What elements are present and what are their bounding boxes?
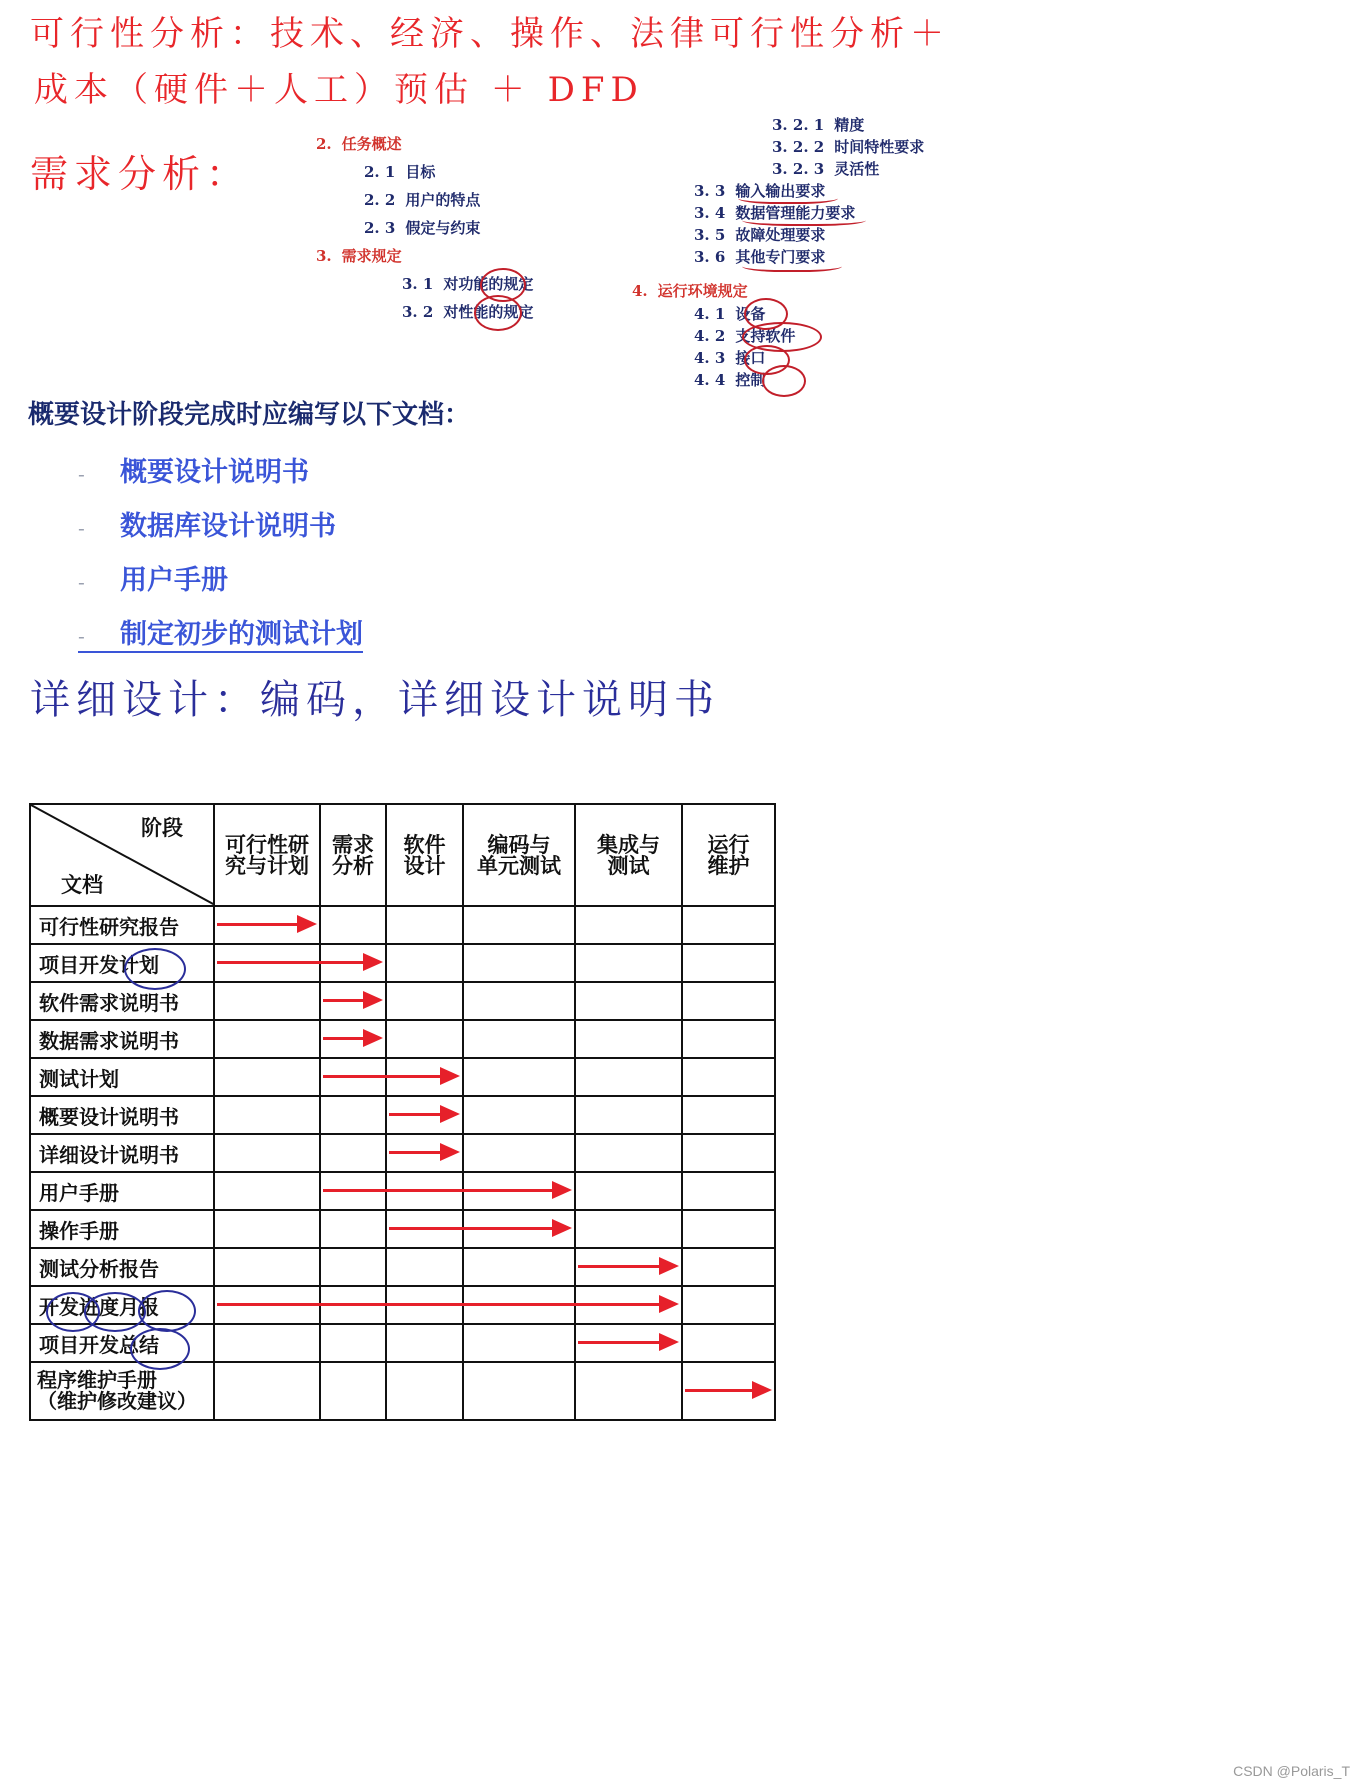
phase-cell [682, 1210, 775, 1248]
phase-cell [463, 944, 575, 982]
annotation-circle-blue [124, 948, 186, 990]
phase-cell [463, 1248, 575, 1286]
outline-item [694, 224, 825, 245]
phase-arrow [389, 1151, 448, 1154]
outline-item-label: 对性能的规定 [443, 303, 534, 321]
row-label: 用户手册 [30, 1172, 214, 1210]
phase-header: 软件 设计 [386, 804, 463, 906]
outline-item-label: 灵活性 [834, 160, 880, 178]
phase-cell [682, 1134, 775, 1172]
phase-cell [386, 906, 463, 944]
outline-item [316, 133, 402, 154]
phase-cell [320, 1210, 386, 1248]
phase-cell [575, 982, 682, 1020]
phase-cell [320, 1096, 386, 1134]
phase-cell [386, 1362, 463, 1420]
outline-item-number: 2. 1 [364, 163, 396, 181]
phase-cell [575, 1362, 682, 1420]
phase-cell [682, 1324, 775, 1362]
outline-item-number: 3. 4 [694, 204, 726, 222]
outline-item [772, 114, 864, 135]
phase-cell [214, 1248, 320, 1286]
phase-cell [463, 1324, 575, 1362]
outline-item-label: 输入输出要求 [735, 182, 826, 200]
outline-item-label: 需求规定 [341, 247, 402, 265]
outline-item-label: 设备 [735, 305, 766, 323]
phase-arrow [685, 1389, 760, 1392]
phase-arrow [323, 1075, 448, 1078]
annotation-circle-blue [138, 1290, 196, 1332]
phase-cell [214, 1134, 320, 1172]
phase-cell [463, 1020, 575, 1058]
table-row [30, 1362, 775, 1420]
table-row [30, 906, 775, 944]
document-phase-table [29, 803, 776, 1421]
outline-item-label: 对功能的规定 [443, 275, 534, 293]
phase-arrow [578, 1341, 667, 1344]
phase-arrow [389, 1113, 448, 1116]
outline-item-number: 4. 1 [694, 305, 726, 323]
phase-cell [682, 1020, 775, 1058]
outline-item-label: 数据管理能力要求 [735, 204, 856, 222]
phase-cell [575, 906, 682, 944]
row-label: 项目开发计划 [30, 944, 214, 982]
outline-item-number: 4. 3 [694, 349, 726, 367]
phase-header: 可行性研 究与计划 [214, 804, 320, 906]
outline-item-number: 3. 2 [402, 303, 434, 321]
handwritten-note-cost: 成本（硬件＋人工）预估 ＋ DFD [34, 70, 644, 110]
outline-item-label: 运行环境规定 [657, 282, 748, 300]
annotation-circle [474, 295, 522, 331]
phase-arrow [217, 961, 371, 964]
handwritten-note-feasibility: 可行性分析：技术、经济、操作、法律可行性分析＋ [30, 14, 950, 54]
outline-item [772, 158, 879, 179]
outline-design-title: 概要设计阶段完成时应编写以下文档： [28, 400, 471, 430]
corner-stage-label: 阶段 [141, 815, 183, 840]
outline-item-number: 2. [316, 135, 332, 153]
phase-header: 编码与 单元测试 [463, 804, 575, 906]
phase-cell [386, 1324, 463, 1362]
phase-cell [575, 1172, 682, 1210]
outline-item-number: 3. 6 [694, 248, 726, 266]
outline-item-label: 用户的特点 [405, 191, 481, 209]
outline-item-number: 4. 4 [694, 371, 726, 389]
table-corner-header [30, 804, 214, 906]
row-label: 软件需求说明书 [30, 982, 214, 1020]
phase-cell [682, 1286, 775, 1324]
outline-item [364, 217, 480, 238]
phase-cell [682, 982, 775, 1020]
phase-cell [575, 1058, 682, 1096]
outline-item-number: 3. [316, 247, 332, 265]
handwritten-note-requirements: 需求分析： [30, 152, 251, 196]
phase-cell [463, 982, 575, 1020]
outline-item-label: 精度 [834, 116, 865, 134]
outline-item-label: 任务概述 [341, 135, 402, 153]
annotation-underline [742, 258, 842, 272]
outline-item-label: 支持软件 [735, 327, 796, 345]
phase-cell [214, 1210, 320, 1248]
outline-item-number: 2. 2 [364, 191, 396, 209]
handwritten-note-detailed-design: 详细设计：编码，详细设计说明书 [30, 677, 720, 723]
doc-item: - 用户手册 [78, 565, 228, 596]
outline-item-label: 接口 [735, 349, 766, 367]
row-label: 程序维护手册 （维护修改建议） [30, 1362, 214, 1420]
phase-cell [575, 1134, 682, 1172]
corner-doc-label: 文档 [61, 872, 103, 897]
phase-cell [320, 1134, 386, 1172]
annotation-underline [738, 190, 838, 204]
phase-cell [214, 1096, 320, 1134]
phase-cell [463, 1096, 575, 1134]
outline-item-number: 4. 2 [694, 327, 726, 345]
outline-item-label: 故障处理要求 [735, 226, 826, 244]
outline-item [632, 280, 748, 301]
annotation-underline [742, 212, 866, 226]
phase-cell [320, 1248, 386, 1286]
phase-arrow [323, 1189, 560, 1192]
outline-item-number: 3. 2. 3 [772, 160, 825, 178]
row-label: 项目开发总结 [30, 1324, 214, 1362]
phase-cell [320, 1324, 386, 1362]
phase-header: 需求 分析 [320, 804, 386, 906]
row-label: 测试计划 [30, 1058, 214, 1096]
outline-item-number: 3. 5 [694, 226, 726, 244]
phase-cell [386, 1248, 463, 1286]
phase-cell [682, 944, 775, 982]
phase-cell [386, 1020, 463, 1058]
phase-cell [386, 944, 463, 982]
phase-cell [575, 1210, 682, 1248]
phase-cell [386, 982, 463, 1020]
outline-item-number: 2. 3 [364, 219, 396, 237]
outline-item-label: 假定与约束 [405, 219, 481, 237]
phase-arrow [217, 1303, 667, 1306]
outline-item [364, 189, 480, 210]
outline-item-number: 3. 1 [402, 275, 434, 293]
corner-diagonal [31, 805, 213, 905]
phase-cell [214, 982, 320, 1020]
watermark-credit: CSDN @Polaris_T [1233, 1763, 1350, 1779]
phase-header: 运行 维护 [682, 804, 775, 906]
phase-arrow [389, 1227, 560, 1230]
row-label: 测试分析报告 [30, 1248, 214, 1286]
outline-item [316, 245, 402, 266]
outline-item-number: 4. [632, 282, 648, 300]
row-label: 概要设计说明书 [30, 1096, 214, 1134]
outline-item-label: 时间特性要求 [834, 138, 925, 156]
phase-arrow [323, 1037, 371, 1040]
doc-item: - 数据库设计说明书 [78, 511, 336, 542]
outline-item-number: 3. 2. 2 [772, 138, 825, 156]
phase-cell [682, 1058, 775, 1096]
phase-cell [463, 906, 575, 944]
phase-cell [575, 944, 682, 982]
phase-cell [214, 1362, 320, 1420]
outline-item-label: 其他专门要求 [735, 248, 826, 266]
phase-header: 集成与 测试 [575, 804, 682, 906]
outline-item [772, 136, 924, 157]
phase-cell [682, 906, 775, 944]
phase-arrow [217, 923, 305, 926]
phase-cell [682, 1172, 775, 1210]
row-label: 操作手册 [30, 1210, 214, 1248]
phase-cell [214, 1172, 320, 1210]
phase-cell [682, 1248, 775, 1286]
row-label: 数据需求说明书 [30, 1020, 214, 1058]
phase-cell [320, 906, 386, 944]
phase-cell [682, 1096, 775, 1134]
outline-item-number: 3. 2. 1 [772, 116, 825, 134]
phase-cell [214, 1058, 320, 1096]
phase-cell [575, 1020, 682, 1058]
annotation-circle-blue [130, 1328, 190, 1370]
doc-item: - 制定初步的测试计划 [78, 612, 363, 653]
phase-arrow [323, 999, 371, 1002]
row-label: 开发进度月报 [30, 1286, 214, 1324]
phase-cell [214, 1324, 320, 1362]
outline-item-label: 目标 [405, 163, 436, 181]
row-label: 可行性研究报告 [30, 906, 214, 944]
phase-cell [320, 1362, 386, 1420]
phase-cell [214, 1020, 320, 1058]
outline-item-label: 控制 [735, 371, 766, 389]
phase-arrow [578, 1265, 667, 1268]
annotation-circle-blue [84, 1292, 146, 1332]
row-label: 详细设计说明书 [30, 1134, 214, 1172]
phase-cell [463, 1134, 575, 1172]
phase-cell [463, 1362, 575, 1420]
outline-item-number: 3. 3 [694, 182, 726, 200]
annotation-circle [762, 365, 806, 397]
outline-item [364, 161, 435, 182]
table-row [30, 1020, 775, 1058]
doc-item: - 概要设计说明书 [78, 457, 309, 488]
phase-cell [463, 1058, 575, 1096]
phase-cell [575, 1096, 682, 1134]
